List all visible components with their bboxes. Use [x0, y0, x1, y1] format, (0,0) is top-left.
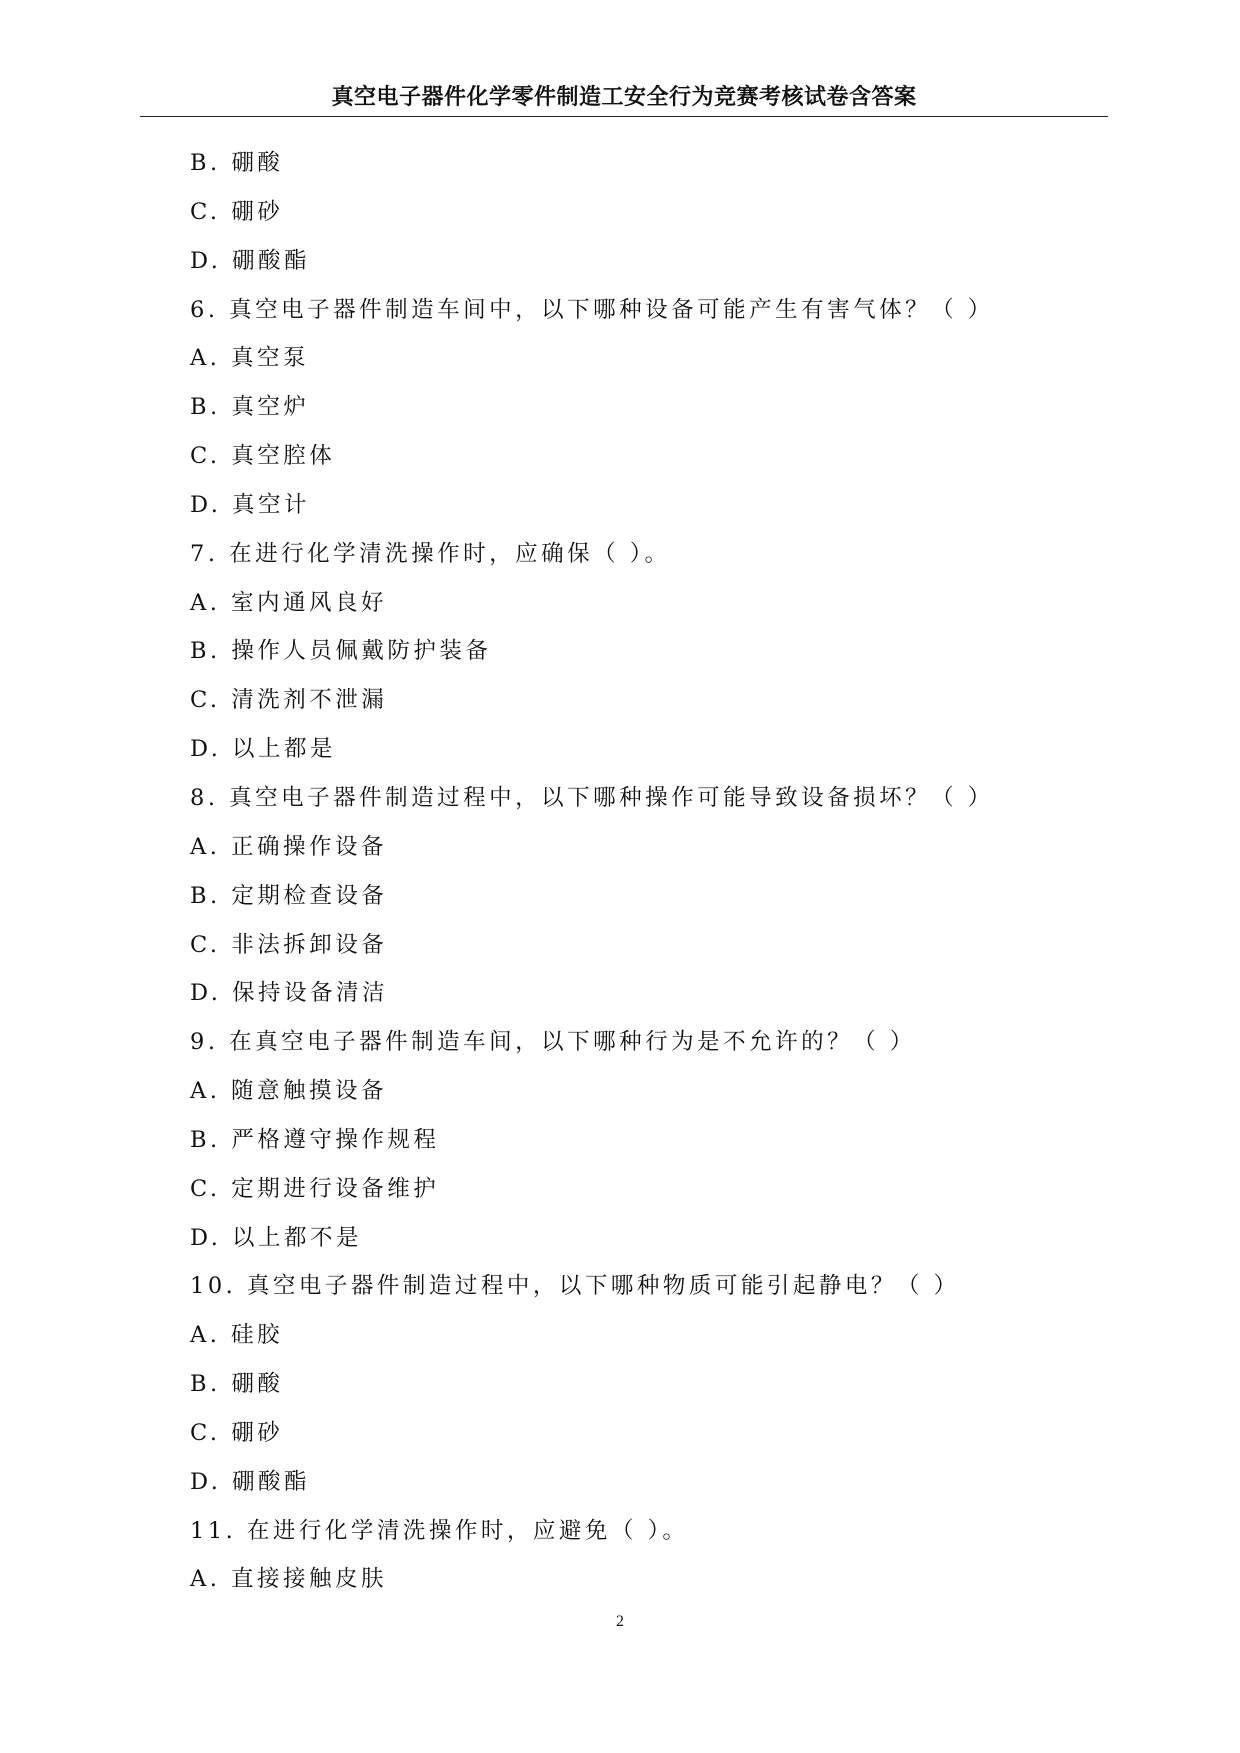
option-line: D. 以上都不是: [190, 1224, 363, 1251]
option-line: B. 真空炉: [190, 394, 310, 421]
option-line: A. 真空泵: [190, 345, 310, 372]
option-line: A. 直接接触皮肤: [190, 1566, 388, 1593]
option-line: B. 严格遵守操作规程: [190, 1126, 440, 1153]
option-line: D. 保持设备清洁: [190, 980, 389, 1007]
question-line: 7. 在进行化学清洗操作时，应确保（ ）。: [190, 540, 671, 567]
question-line: 8. 真空电子器件制造过程中，以下哪种操作可能导致设备损坏？（ ）: [190, 784, 994, 811]
option-line: C. 定期进行设备维护: [190, 1175, 440, 1202]
option-line: A. 硅胶: [190, 1322, 284, 1349]
document-body: [190, 148, 1090, 1613]
option-line: D. 真空计: [190, 491, 311, 518]
option-line: C. 硼砂: [190, 1419, 284, 1446]
option-line: B. 硼酸: [190, 1371, 284, 1398]
option-line: C. 非法拆卸设备: [190, 931, 388, 958]
option-line: D. 以上都是: [190, 736, 337, 763]
option-line: B. 硼酸: [190, 150, 284, 176]
option-line: C. 清洗剂不泄漏: [190, 687, 388, 714]
option-line: B. 定期检查设备: [190, 882, 388, 909]
option-line: D. 硼酸酯: [190, 1468, 311, 1495]
document-title: 真空电子器件化学零件制造工安全行为竞赛考核试卷含答案: [331, 85, 917, 110]
question-line: 9. 在真空电子器件制造车间，以下哪种行为是不允许的？（ ）: [190, 1029, 916, 1056]
option-line: A. 室内通风良好: [190, 589, 388, 616]
option-line: C. 硼砂: [190, 198, 284, 225]
option-line: B. 操作人员佩戴防护装备: [190, 638, 492, 665]
option-line: D. 硼酸酯: [190, 247, 311, 274]
question-line: 6. 真空电子器件制造车间中，以下哪种设备可能产生有害气体？（ ）: [190, 296, 994, 323]
page-header: [140, 84, 1108, 117]
option-line: C. 真空腔体: [190, 443, 336, 470]
page-number: 2: [616, 1613, 624, 1630]
option-line: A. 随意触摸设备: [190, 1078, 388, 1105]
question-line: 10. 真空电子器件制造过程中，以下哪种物质可能引起静电？（ ）: [190, 1273, 960, 1300]
question-line: 11. 在进行化学清洗操作时，应避免（ ）。: [190, 1517, 689, 1544]
option-line: A. 正确操作设备: [190, 833, 388, 860]
